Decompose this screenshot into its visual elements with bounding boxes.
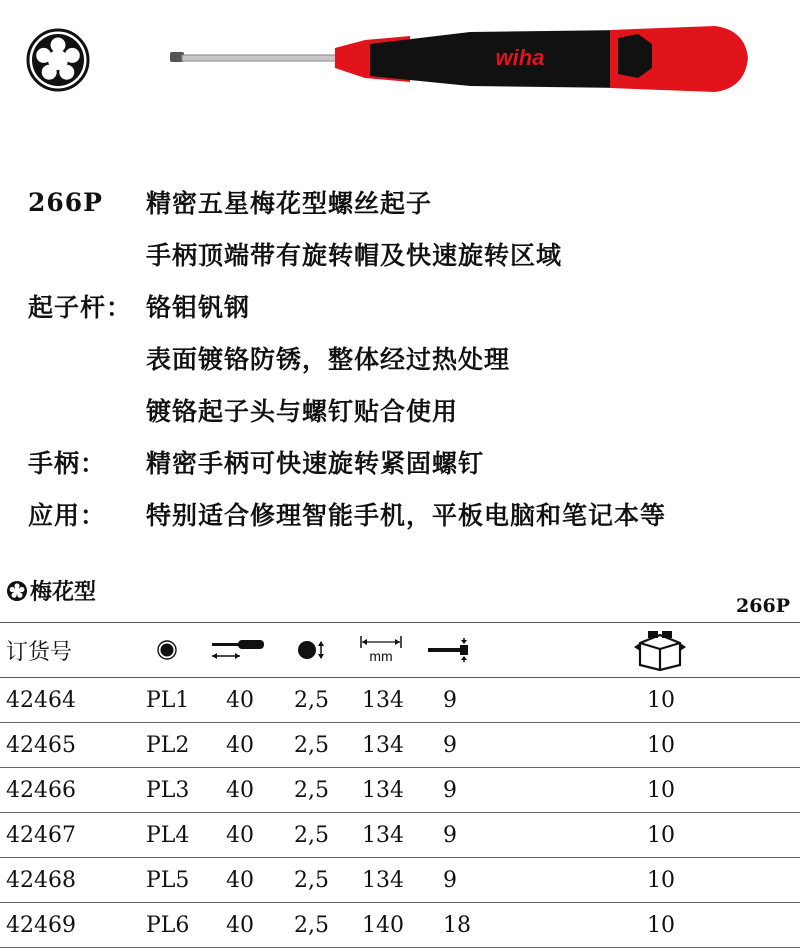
cell-blade: 40 bbox=[226, 777, 254, 803]
spec-row bbox=[28, 176, 788, 228]
screwdriver-image bbox=[170, 18, 750, 108]
cell-blade: 40 bbox=[226, 822, 254, 848]
cell-pack: 10 bbox=[647, 822, 675, 848]
cell-order-no: 42466 bbox=[6, 777, 76, 803]
spec-row bbox=[28, 384, 788, 436]
cell-tip: 18 bbox=[443, 912, 471, 938]
pentalobe-icon bbox=[26, 28, 90, 92]
section-title bbox=[6, 575, 96, 606]
cell-pack: 10 bbox=[647, 867, 675, 893]
blade-length-icon bbox=[210, 638, 266, 662]
cell-blade: 40 bbox=[226, 732, 254, 758]
product-spec bbox=[28, 176, 788, 540]
cell-length: 134 bbox=[362, 687, 404, 713]
cell-order-no: 42468 bbox=[6, 867, 76, 893]
cell-blade: 40 bbox=[226, 912, 254, 938]
spec-row bbox=[28, 280, 788, 332]
header-mm-label: mm bbox=[369, 648, 393, 664]
section-title-text: 梅花型 bbox=[30, 579, 97, 605]
cell-size: PL5 bbox=[146, 867, 190, 893]
table-row bbox=[0, 723, 800, 768]
cell-tip: 9 bbox=[443, 687, 457, 713]
table-row bbox=[0, 858, 800, 903]
cell-length: 134 bbox=[362, 822, 404, 848]
cell-diameter: 2,5 bbox=[294, 912, 329, 938]
cell-size: PL6 bbox=[146, 912, 190, 938]
header-package bbox=[632, 623, 688, 677]
spec-value: 精密手柄可快速旋转紧固螺钉 bbox=[146, 449, 485, 478]
cell-order-no: 42467 bbox=[6, 822, 76, 848]
spec-key: 应用： bbox=[28, 501, 107, 530]
header-blade-length bbox=[210, 623, 266, 677]
cell-size: PL2 bbox=[146, 732, 190, 758]
spec-row bbox=[28, 332, 788, 384]
table-row bbox=[0, 678, 800, 723]
product-hero bbox=[0, 0, 800, 150]
cell-size: PL3 bbox=[146, 777, 190, 803]
cell-pack: 10 bbox=[647, 687, 675, 713]
table-header bbox=[0, 622, 800, 678]
cell-tip: 9 bbox=[443, 822, 457, 848]
spec-value: 精密五星梅花型螺丝起子 bbox=[146, 189, 433, 218]
spec-key: 起子杆： bbox=[28, 293, 133, 322]
cell-blade: 40 bbox=[226, 867, 254, 893]
model-code: 266P bbox=[736, 595, 790, 617]
product-table bbox=[0, 622, 800, 948]
cell-tip: 9 bbox=[443, 732, 457, 758]
diameter-icon bbox=[296, 638, 326, 662]
cell-length: 134 bbox=[362, 777, 404, 803]
cell-diameter: 2,5 bbox=[294, 732, 329, 758]
cell-length: 134 bbox=[362, 732, 404, 758]
spec-value: 铬钼钒钢 bbox=[146, 293, 251, 322]
cell-tip: 9 bbox=[443, 777, 457, 803]
cell-size: PL1 bbox=[146, 687, 190, 713]
header-tip bbox=[428, 623, 484, 677]
cell-diameter: 2,5 bbox=[294, 822, 329, 848]
cell-diameter: 2,5 bbox=[294, 777, 329, 803]
brand-logo: wiha bbox=[495, 45, 545, 70]
cell-pack: 10 bbox=[647, 912, 675, 938]
cell-size: PL4 bbox=[146, 822, 190, 848]
tip-icon bbox=[428, 638, 484, 662]
spec-key: 手柄： bbox=[28, 449, 107, 478]
header-size bbox=[157, 623, 177, 677]
cell-order-no: 42465 bbox=[6, 732, 76, 758]
header-length bbox=[360, 623, 402, 677]
cell-diameter: 2,5 bbox=[294, 687, 329, 713]
header-diameter bbox=[296, 623, 326, 677]
spec-row bbox=[28, 436, 788, 488]
spec-row bbox=[28, 228, 788, 280]
header-order-no: 订货号 bbox=[6, 639, 73, 665]
cell-pack: 10 bbox=[647, 777, 675, 803]
spec-key: 266P bbox=[28, 187, 103, 217]
spec-value: 镀铬起子头与螺钉贴合使用 bbox=[146, 397, 459, 426]
spec-value: 特别适合修理智能手机，平板电脑和笔记本等 bbox=[146, 501, 667, 530]
package-icon bbox=[632, 629, 688, 671]
table-row bbox=[0, 903, 800, 948]
cell-length: 140 bbox=[362, 912, 404, 938]
pentalobe-icon bbox=[6, 580, 28, 602]
pentalobe-icon bbox=[157, 640, 177, 660]
cell-length: 134 bbox=[362, 867, 404, 893]
table-row bbox=[0, 813, 800, 858]
cell-pack: 10 bbox=[647, 732, 675, 758]
spec-value: 手柄顶端带有旋转帽及快速旋转区域 bbox=[146, 241, 563, 270]
length-icon bbox=[360, 636, 402, 648]
cell-blade: 40 bbox=[226, 687, 254, 713]
spec-row bbox=[28, 488, 788, 540]
cell-order-no: 42464 bbox=[6, 687, 76, 713]
cell-diameter: 2,5 bbox=[294, 867, 329, 893]
cell-tip: 9 bbox=[443, 867, 457, 893]
cell-order-no: 42469 bbox=[6, 912, 76, 938]
spec-value: 表面镀铬防锈，整体经过热处理 bbox=[146, 345, 511, 374]
table-row bbox=[0, 768, 800, 813]
